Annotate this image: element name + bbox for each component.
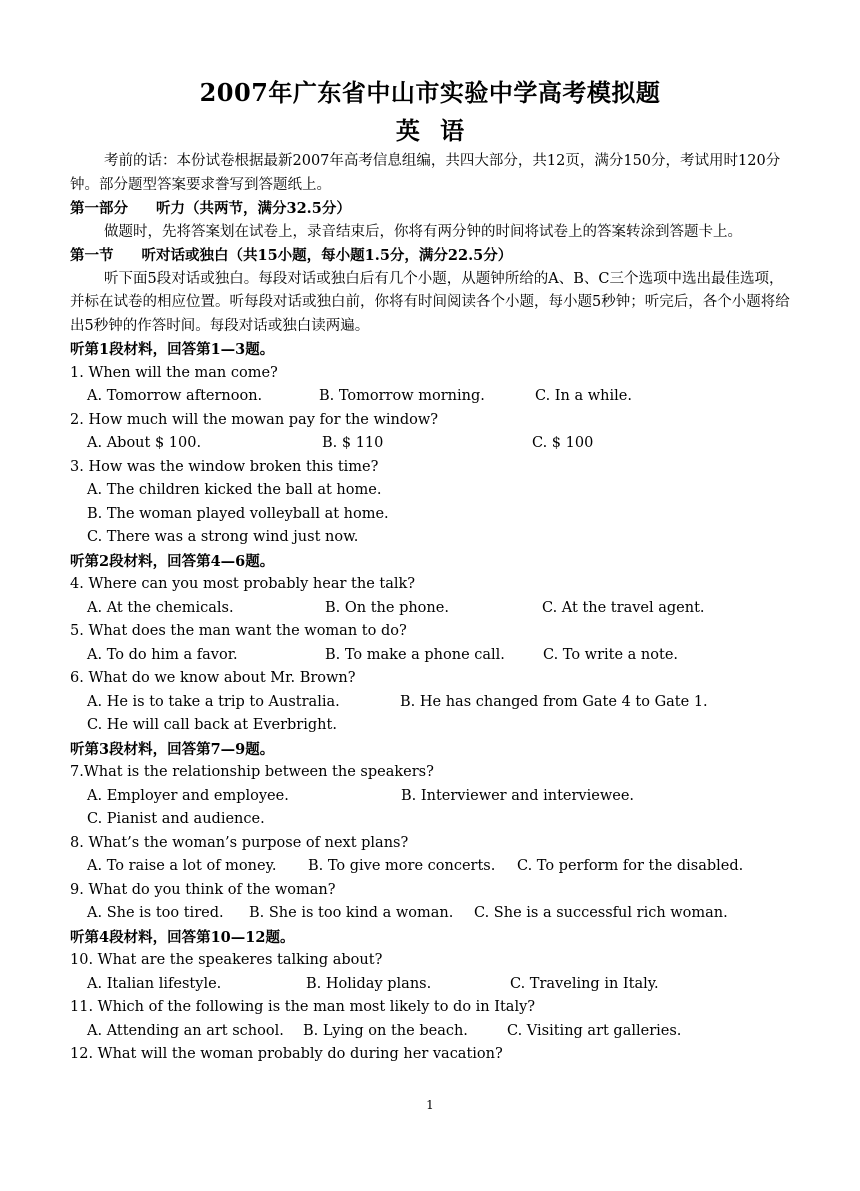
option-b: B. She is too kind a woman. [249, 905, 454, 921]
option-c: C. To write a note. [543, 646, 679, 663]
group-heading: 听第2段材料，回答第4—6题。 [70, 552, 275, 570]
option-c: C. To perform for the disabled. [517, 858, 744, 874]
option-c: C. In a while. [535, 388, 632, 404]
options-row [70, 385, 790, 409]
option-a: A. Italian lifestyle. [87, 975, 222, 992]
options-row [70, 644, 790, 668]
option-b: B. Lying on the beach. [303, 1022, 468, 1039]
question: 9. What do you think of the woman? [70, 881, 336, 898]
document-body [70, 150, 790, 1067]
option-c: C. Traveling in Italy. [510, 975, 659, 992]
option-a: A. Attending an art school. [87, 1022, 284, 1039]
section1-heading-text: 听对话或独白（共15小题，每小题1.5分，满分22.5分） [141, 247, 513, 264]
options-row [70, 691, 790, 715]
option-b: B. To give more concerts. [308, 858, 496, 874]
option-b: B. $ 110 [322, 435, 384, 451]
part1-instructions: 做题时，先将答案划在试卷上，录音结束后，你将有两分钟的时间将试卷上的答案转涂到答题卡上。 [104, 223, 742, 240]
option-a: A. About $ 100. [87, 435, 202, 451]
option-b: B. On the phone. [325, 599, 449, 616]
exam-title: 2007年广东省中山市实验中学高考模拟题 [199, 78, 661, 107]
question: 4. Where can you most probably hear the talk? [70, 576, 416, 592]
option-a: A. The children kicked the ball at home. [87, 482, 382, 498]
option-a: A. To do him a favor. [87, 646, 238, 663]
options-row [70, 597, 790, 621]
option-c: C. Pianist and audience. [87, 811, 265, 827]
group-heading: 听第1段材料，回答第1—3题。 [70, 341, 275, 358]
option-b: B. He has changed from Gate 4 to Gate 1. [400, 693, 708, 710]
option-b: B. Holiday plans. [306, 975, 432, 992]
question: 2. How much will the mowan pay for the window? [70, 411, 439, 428]
option-a: A. At the chemicals. [87, 599, 234, 616]
subject-title: 英 语 [395, 116, 465, 145]
question: 10. What are the speakeres talking about? [70, 952, 383, 968]
part1-heading-text: 听力（共两节，满分32.5分） [156, 200, 351, 217]
option-a: A. She is too tired. [87, 905, 224, 921]
section1-instructions: 听下面5段对话或独白。每段对话或独白后有几个小题，从题钟所给的A、B、C三个选项中选出最佳选项，并标在试卷的相应位置。听每段对话或独白前，你将有时间阅读各个小题，每小题5秒钟；听完后，各个小题将给出5秒钟的作答时间。每段对话或独白读两遍。 [70, 270, 790, 334]
option-a: A. Employer and employee. [87, 787, 289, 804]
question: 8. What’s the woman’s purpose of next plans? [70, 834, 409, 851]
part1-heading [70, 197, 790, 221]
options-row [70, 973, 790, 997]
options-row [70, 432, 790, 456]
options-row [70, 1020, 790, 1044]
option-c: C. At the travel agent. [542, 599, 705, 616]
option-c: C. There was a strong wind just now. [87, 529, 359, 545]
option-a: A. To raise a lot of money. [87, 858, 277, 874]
options-row [70, 902, 790, 926]
option-b: B. The woman played volleyball at home. [87, 505, 389, 522]
option-c: C. He will call back at Everbright. [87, 717, 337, 733]
option-c: C. She is a successful rich woman. [474, 905, 728, 921]
option-c: C. Visiting art galleries. [507, 1022, 682, 1039]
question: 7.What is the relationship between the speakers? [70, 764, 434, 780]
section1-heading [70, 244, 790, 268]
intro-paragraph: 考前的话：本份试卷根据最新2007年高考信息组编，共四大部分，共12页，满分150分，考试用时120分钟。部分题型答案要求誊写到答题纸上。 [70, 153, 781, 193]
section1-label: 第一节 [70, 247, 114, 264]
option-b: B. To make a phone call. [325, 646, 505, 663]
question: 1. When will the man come? [70, 364, 278, 381]
part1-label: 第一部分 [70, 200, 128, 217]
option-a: A. He is to take a trip to Australia. [87, 693, 340, 710]
page-number: 1 [426, 1098, 434, 1112]
question: 11. Which of the following is the man most likely to do in Italy? [70, 999, 536, 1015]
option-a: A. Tomorrow afternoon. [87, 388, 263, 404]
question: 12. What will the woman probably do during her vacation? [70, 1046, 503, 1062]
group-heading: 听第4段材料，回答第10—12题。 [70, 928, 295, 946]
option-b: B. Tomorrow morning. [319, 388, 485, 404]
options-row [70, 855, 790, 879]
group-heading: 听第3段材料，回答第7—9题。 [70, 740, 275, 758]
option-b: B. Interviewer and interviewee. [401, 787, 635, 804]
question: 3. How was the window broken this time? [70, 458, 379, 475]
question: 6. What do we know about Mr. Brown? [70, 670, 356, 686]
question: 5. What does the man want the woman to do? [70, 623, 407, 639]
option-c: C. $ 100 [532, 435, 594, 451]
options-row [70, 785, 790, 809]
